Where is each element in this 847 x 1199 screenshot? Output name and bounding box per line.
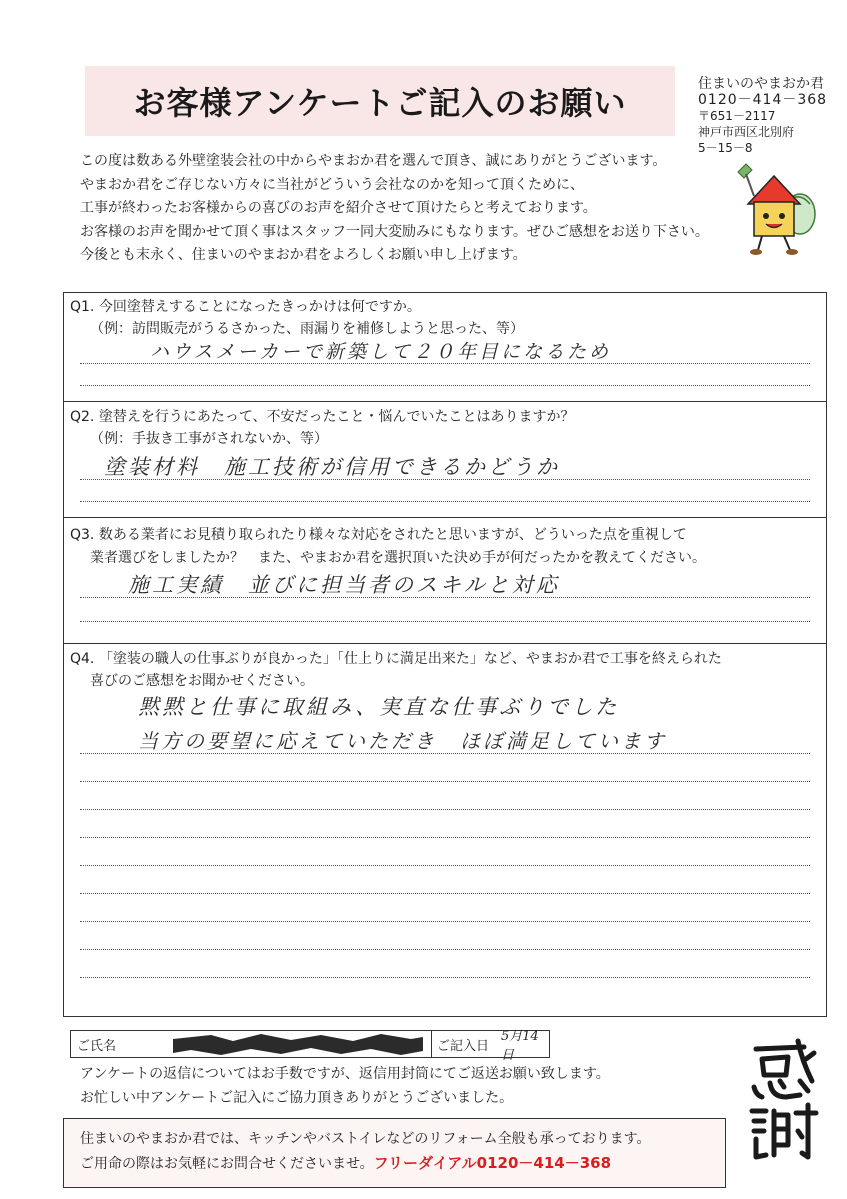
section-divider	[64, 517, 826, 518]
company-address-1: 神戸市西区北別府	[698, 125, 795, 139]
intro-line: お客様のお声を聞かせて頂く事はスタッフ一同大変励みにもなります。ぜひご感想をお送り下さい。	[80, 223, 709, 240]
q4-answer-line-2: 当方の要望に応えていただき ほぼ満足しています	[138, 729, 667, 753]
answer-line	[80, 977, 810, 978]
answer-line	[80, 363, 810, 364]
q4-heading: Q4. 「塗装の職人の仕事ぶりが良かった」「仕上りに満足出来た」など、やまおか君で工事を終えられた	[70, 651, 722, 667]
closing-line: アンケートの返信についてはお手数ですが、返信用封筒にてご返送お願い致します。	[80, 1066, 610, 1082]
intro-line: やまおか君をご存じない方々に当社がどういう会社なのかを知って頂くために、	[80, 176, 584, 193]
footer-line-2-text: ご用命の際はお気軽にお問合せくださいませ。	[80, 1156, 374, 1172]
footer-notice	[63, 1118, 726, 1188]
closing-text	[80, 1062, 740, 1110]
q4-answer-line-1: 黙黙と仕事に取組み、実直な仕事ぶりでした	[138, 695, 620, 719]
q2-answer: 塗装材料 施工技術が信用できるかどうか	[104, 455, 560, 479]
section-divider	[64, 643, 826, 644]
row-divider	[431, 1031, 432, 1057]
kansha-calligraphy	[742, 1035, 822, 1165]
q1-answer: ハウスメーカーで新築して２０年目になるため	[150, 341, 612, 363]
footer-line-2	[80, 1151, 725, 1176]
q2-heading: Q2. 塗替えを行うにあたって、不安だったこと・悩んでいたことはありますか？	[70, 409, 575, 425]
intro-line: 今後とも末永く、住まいのやまおか君をよろしくお願い申し上げます。	[80, 247, 527, 263]
intro-line: この度は数ある外壁塗装会社の中からやまおか君を選んで頂き、誠にありがとうございます。	[80, 153, 667, 169]
footer-line-1: 住まいのやまおか君では、キッチンやバストイレなどのリフォーム全般も承っております。	[80, 1131, 651, 1147]
answer-line	[80, 597, 810, 598]
answer-line	[80, 753, 810, 754]
company-postal: 〒651－2117	[698, 109, 776, 123]
answer-line	[80, 837, 810, 838]
q2-example: （例：手抜き工事がされないか、等）	[90, 431, 328, 447]
answer-line	[80, 949, 810, 950]
date-label: ご記入日	[437, 1038, 490, 1054]
questionnaire-box	[63, 292, 827, 1017]
mascot-house-icon	[718, 150, 828, 260]
q1-heading: Q1. 今回塗替えすることになったきっかけは何ですか。	[70, 299, 421, 315]
section-divider	[64, 401, 826, 402]
answer-line	[80, 893, 810, 894]
answer-line	[80, 781, 810, 782]
signature-row	[70, 1029, 550, 1063]
answer-line	[80, 865, 810, 866]
company-address-2: 5－15－8	[698, 141, 753, 155]
q4-example: 喜びのご感想をお聞かせください。	[90, 673, 314, 689]
title-banner	[85, 66, 675, 136]
company-name: 住まいのやまおか君	[698, 76, 824, 92]
q3-heading: Q3. 数ある業者にお見積り取られたり様々な対応をされたと思いますが、どういった点を重視して	[70, 527, 687, 543]
answer-line	[80, 501, 810, 502]
answer-line	[80, 921, 810, 922]
answer-line	[80, 809, 810, 810]
page-title: お客様アンケートご記入のお願い	[133, 84, 627, 122]
date-value: 5月14日	[501, 1029, 539, 1063]
name-redacted	[171, 1031, 426, 1057]
closing-line: お忙しい中アンケートご記入にご協力頂きありがとうございました。	[80, 1090, 514, 1106]
answer-line	[80, 479, 810, 480]
intro-text	[80, 150, 720, 268]
company-phone: 0120－414－368	[698, 92, 828, 108]
answer-line	[80, 621, 810, 622]
footer-freedial: フリーダイアル0120－414－368	[373, 1154, 612, 1172]
name-label: ご氏名	[77, 1038, 117, 1054]
intro-line: 工事が終わったお客様からの喜びのお声を紹介させて頂けたらと考えております。	[80, 200, 597, 216]
q1-example: （例：訪問販売がうるさかった、雨漏りを補修しようと思った、等）	[90, 321, 524, 337]
answer-line	[80, 385, 810, 386]
q3-example: 業者選びをしましたか？ また、やまおか君を選択頂いた決め手が何だったかを教えてください。	[90, 550, 706, 566]
company-info	[698, 76, 843, 156]
q3-answer: 施工実績 並びに担当者のスキルと対応	[128, 573, 560, 597]
